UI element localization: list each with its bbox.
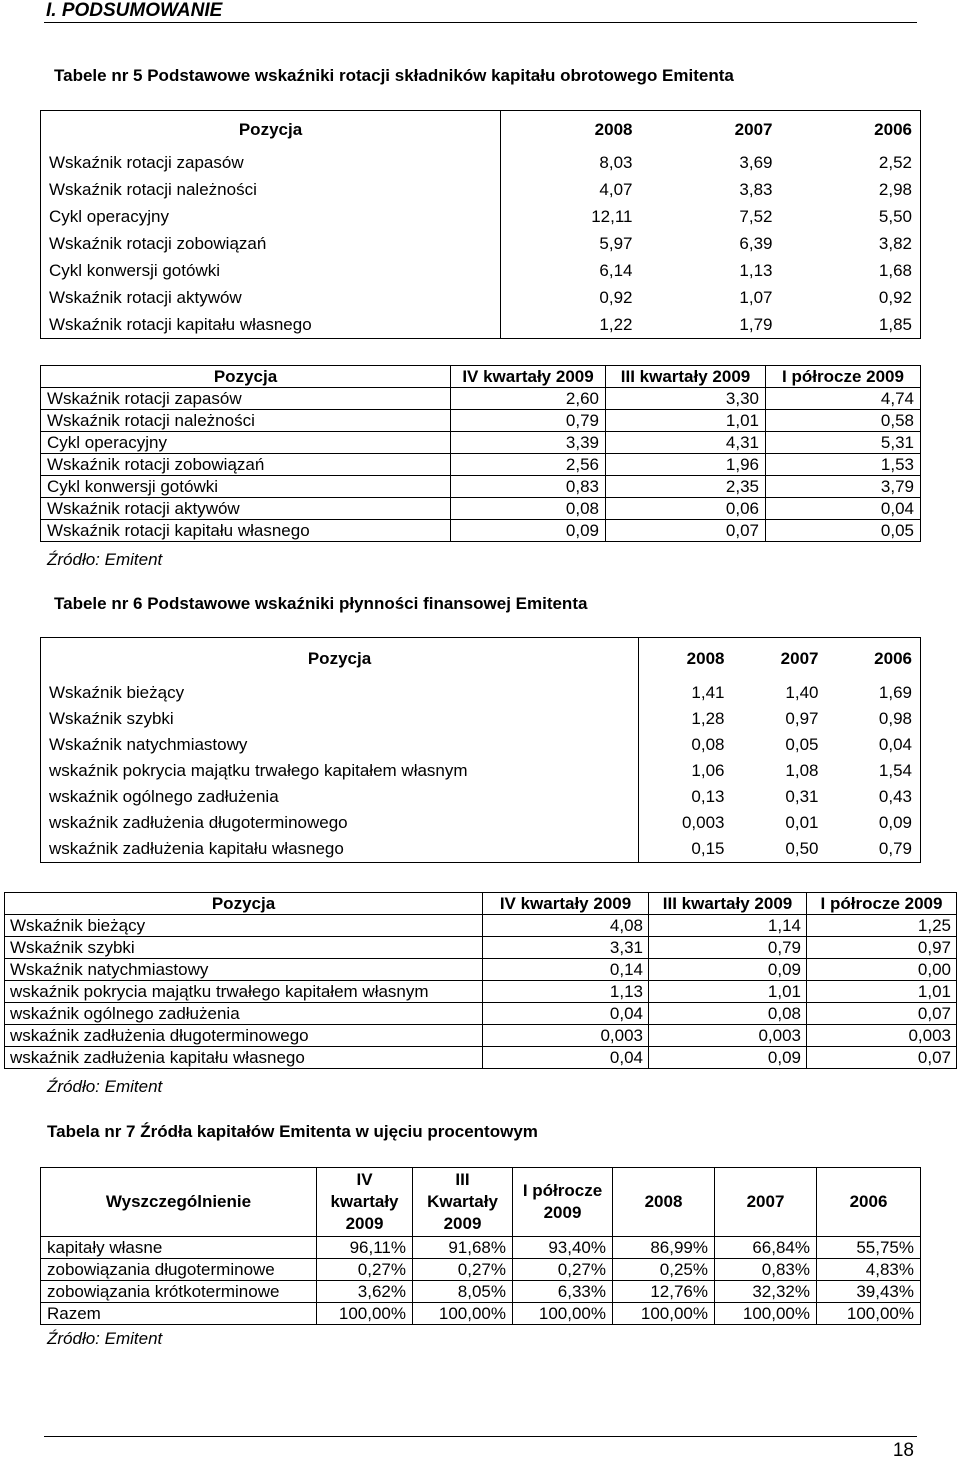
- page-number: 18: [892, 1440, 914, 1461]
- cell: 0,27%: [513, 1259, 613, 1281]
- rotation-table-quarterly: [40, 365, 921, 542]
- cell: 1,85: [878, 314, 912, 334]
- cell: 8,03: [599, 152, 633, 172]
- cell: 1,54: [878, 761, 912, 780]
- cell: 0,08: [451, 498, 606, 520]
- column-header: 2006: [874, 120, 912, 139]
- cell: 1,41: [691, 683, 725, 702]
- cell: 0,09: [649, 1047, 807, 1069]
- row-label: zobowiązania krótkoterminowe: [41, 1281, 317, 1303]
- table-row: [41, 732, 921, 758]
- column-header: IV kwartały 2009: [451, 366, 606, 388]
- table-row: [41, 476, 921, 498]
- cell: 0,06: [606, 498, 766, 520]
- cell: 1,06: [691, 761, 725, 780]
- cell: 2,35: [606, 476, 766, 498]
- cell: 5,97: [599, 233, 633, 253]
- column-header: 2007: [715, 1168, 817, 1237]
- cell: 1,53: [766, 454, 921, 476]
- column-header: 2008: [686, 649, 725, 668]
- cell: 91,68%: [413, 1237, 513, 1259]
- cell: 1,40: [785, 683, 819, 702]
- row-label: wskaźnik zadłużenia kapitału własnego: [5, 1047, 483, 1069]
- table-row: [41, 311, 921, 339]
- cell: 1,28: [691, 709, 725, 728]
- row-label: Wskaźnik bieżący: [41, 680, 639, 706]
- cell: 100,00%: [513, 1303, 613, 1325]
- cell: 1,01: [606, 410, 766, 432]
- cell: 0,13: [691, 787, 725, 806]
- table-row: [41, 1259, 921, 1281]
- cell: 1,69: [878, 683, 912, 702]
- table7-caption: Tabela nr 7 Źródła kapitałów Emitenta w ujęciu procentowym: [47, 1122, 538, 1141]
- cell: 5,31: [766, 432, 921, 454]
- cell: 0,07: [807, 1047, 957, 1069]
- section-title: I. PODSUMOWANIE: [46, 0, 223, 21]
- cell: 0,04: [483, 1003, 649, 1025]
- column-header: III kwartały 2009: [606, 366, 766, 388]
- row-label: Wskaźnik rotacji zapasów: [41, 149, 501, 176]
- cell: 1,68: [878, 260, 912, 280]
- cell: 5,50: [878, 206, 912, 226]
- column-header: 2006: [817, 1168, 921, 1237]
- cell: 86,99%: [613, 1237, 715, 1259]
- cell: 6,39: [739, 233, 773, 253]
- cell: 3,83: [739, 179, 773, 199]
- row-label: wskaźnik pokrycia majątku trwałego kapitałem własnym: [5, 981, 483, 1003]
- column-header: 2006: [874, 649, 912, 668]
- table-row: [41, 758, 921, 784]
- column-header: Pozycja: [41, 366, 451, 388]
- table-row: [5, 1047, 957, 1069]
- cell: 0,58: [766, 410, 921, 432]
- cell: 100,00%: [817, 1303, 921, 1325]
- row-label: wskaźnik ogólnego zadłużenia: [5, 1003, 483, 1025]
- row-label: Wskaźnik bieżący: [5, 915, 483, 937]
- column-header: 2008: [613, 1168, 715, 1237]
- cell: 100,00%: [613, 1303, 715, 1325]
- row-label: Wskaźnik rotacji kapitału własnego: [41, 311, 501, 339]
- row-label: Cykl konwersji gotówki: [41, 476, 451, 498]
- row-label: wskaźnik ogólnego zadłużenia: [41, 784, 639, 810]
- cell: 0,97: [785, 709, 819, 728]
- source-note: Źródło: Emitent: [47, 1077, 163, 1096]
- table-row: [41, 257, 921, 284]
- cell: 93,40%: [513, 1237, 613, 1259]
- row-label: Wskaźnik natychmiastowy: [41, 732, 639, 758]
- row-label: wskaźnik pokrycia majątku trwałego kapitałem własnym: [41, 758, 639, 784]
- liquidity-table-annual: [40, 637, 921, 863]
- row-label: wskaźnik zadłużenia kapitału własnego: [41, 836, 639, 863]
- table-row: [5, 915, 957, 937]
- cell: 3,31: [483, 937, 649, 959]
- cell: 0,09: [451, 520, 606, 542]
- cell: 0,05: [785, 735, 819, 754]
- cell: 12,76%: [613, 1281, 715, 1303]
- column-header: 2007: [780, 649, 819, 668]
- cell: 0,04: [483, 1047, 649, 1069]
- table-row: [41, 149, 921, 176]
- table-row: [41, 203, 921, 230]
- cell: 0,09: [649, 959, 807, 981]
- source-note: Źródło: Emitent: [47, 550, 163, 569]
- cell: 0,09: [878, 813, 912, 832]
- cell: 0,83: [451, 476, 606, 498]
- row-label: Wskaźnik szybki: [5, 937, 483, 959]
- cell: 32,32%: [715, 1281, 817, 1303]
- liquidity-table-quarterly: [4, 892, 957, 1069]
- row-label: Wskaźnik rotacji kapitału własnego: [41, 520, 451, 542]
- cell: 3,79: [766, 476, 921, 498]
- cell: 0,79: [649, 937, 807, 959]
- table5-caption: Tabele nr 5 Podstawowe wskaźniki rotacji składników kapitału obrotowego Emitenta: [54, 66, 734, 85]
- row-label: wskaźnik zadłużenia długoterminowego: [41, 810, 639, 836]
- column-header: Pozycja: [5, 893, 483, 915]
- cell: 0,92: [599, 287, 633, 307]
- table-row: [41, 520, 921, 542]
- cell: 1,14: [649, 915, 807, 937]
- table-header-row: [41, 111, 921, 150]
- table-header-row: [41, 366, 921, 388]
- cell: 1,13: [483, 981, 649, 1003]
- cell: 3,82: [878, 233, 912, 253]
- column-header: I półrocze 2009: [807, 893, 957, 915]
- table-row: [41, 230, 921, 257]
- table-row: [41, 1303, 921, 1325]
- table-row: [5, 959, 957, 981]
- table-row: [41, 454, 921, 476]
- row-label: Wskaźnik rotacji aktywów: [41, 284, 501, 311]
- table-row: [41, 1281, 921, 1303]
- cell: 3,39: [451, 432, 606, 454]
- footer-rule: [44, 1436, 917, 1437]
- cell: 4,74: [766, 388, 921, 410]
- column-header: Pozycja: [41, 111, 501, 150]
- cell: 3,30: [606, 388, 766, 410]
- row-label: zobowiązania długoterminowe: [41, 1259, 317, 1281]
- cell: 0,08: [649, 1003, 807, 1025]
- row-label: Cykl konwersji gotówki: [41, 257, 501, 284]
- table6-caption: Tabele nr 6 Podstawowe wskaźniki płynności finansowej Emitenta: [54, 594, 588, 613]
- table-row: [5, 1025, 957, 1047]
- cell: 0,04: [766, 498, 921, 520]
- cell: 0,00: [807, 959, 957, 981]
- cell: 4,83%: [817, 1259, 921, 1281]
- table-row: [5, 937, 957, 959]
- cell: 100,00%: [317, 1303, 413, 1325]
- cell: 0,14: [483, 959, 649, 981]
- table-row: [41, 810, 921, 836]
- cell: 0,05: [766, 520, 921, 542]
- cell: 0,08: [691, 735, 725, 754]
- table-row: [41, 1237, 921, 1259]
- cell: 0,04: [878, 735, 912, 754]
- cell: 1,13: [739, 260, 773, 280]
- table-row: [5, 981, 957, 1003]
- cell: 1,08: [785, 761, 819, 780]
- cell: 0,003: [483, 1025, 649, 1047]
- cell: 100,00%: [413, 1303, 513, 1325]
- cell: 2,60: [451, 388, 606, 410]
- table-row: [41, 680, 921, 706]
- column-header: Pozycja: [41, 638, 639, 681]
- row-label: Wskaźnik rotacji należności: [41, 410, 451, 432]
- row-label: Wskaźnik rotacji aktywów: [41, 498, 451, 520]
- column-header: III kwartały 2009: [649, 893, 807, 915]
- cell: 4,31: [606, 432, 766, 454]
- row-label: Wskaźnik rotacji zobowiązań: [41, 454, 451, 476]
- capital-sources-table: [40, 1167, 921, 1325]
- column-header: I półrocze 2009: [513, 1168, 613, 1237]
- cell: 0,92: [878, 287, 912, 307]
- cell: 1,96: [606, 454, 766, 476]
- cell: 39,43%: [817, 1281, 921, 1303]
- cell: 0,83%: [715, 1259, 817, 1281]
- cell: 0,79: [451, 410, 606, 432]
- cell: 96,11%: [317, 1237, 413, 1259]
- cell: 6,14: [599, 260, 633, 280]
- cell: 0,27%: [413, 1259, 513, 1281]
- column-header: I półrocze 2009: [766, 366, 921, 388]
- rotation-table-annual: [40, 110, 921, 339]
- row-label: Cykl operacyjny: [41, 203, 501, 230]
- cell: 66,84%: [715, 1237, 817, 1259]
- cell: 0,07: [606, 520, 766, 542]
- column-header: III Kwartały 2009: [413, 1168, 513, 1237]
- cell: 7,52: [739, 206, 773, 226]
- row-label: kapitały własne: [41, 1237, 317, 1259]
- table-header-row: [41, 638, 921, 681]
- cell: 0,25%: [613, 1259, 715, 1281]
- column-header: 2008: [594, 120, 633, 139]
- table-row: [41, 388, 921, 410]
- table-row: [5, 1003, 957, 1025]
- cell: 0,79: [878, 839, 912, 858]
- column-header: IV kwartały 2009: [483, 893, 649, 915]
- table-header-row: [5, 893, 957, 915]
- cell: 2,56: [451, 454, 606, 476]
- column-header: IV kwartały 2009: [317, 1168, 413, 1237]
- row-label: Wskaźnik rotacji należności: [41, 176, 501, 203]
- table-row: [41, 176, 921, 203]
- cell: 2,52: [878, 152, 912, 172]
- column-header: Wyszczególnienie: [41, 1168, 317, 1237]
- table-row: [41, 706, 921, 732]
- cell: 1,01: [649, 981, 807, 1003]
- row-label: Wskaźnik rotacji zobowiązań: [41, 230, 501, 257]
- header-rule: [44, 22, 917, 23]
- cell: 4,07: [599, 179, 633, 199]
- cell: 3,62%: [317, 1281, 413, 1303]
- cell: 2,98: [878, 179, 912, 199]
- cell: 100,00%: [715, 1303, 817, 1325]
- column-header: 2007: [734, 120, 773, 139]
- cell: 0,003: [649, 1025, 807, 1047]
- table-row: [41, 432, 921, 454]
- source-note: Źródło: Emitent: [47, 1329, 163, 1348]
- cell: 0,27%: [317, 1259, 413, 1281]
- table-row: [41, 410, 921, 432]
- cell: 0,15: [691, 839, 725, 858]
- cell: 0,43: [878, 787, 912, 806]
- table-row: [41, 498, 921, 520]
- row-label: Wskaźnik rotacji zapasów: [41, 388, 451, 410]
- cell: 0,07: [807, 1003, 957, 1025]
- cell: 0,003: [807, 1025, 957, 1047]
- cell: 1,25: [807, 915, 957, 937]
- cell: 0,50: [785, 839, 819, 858]
- row-label: Wskaźnik natychmiastowy: [5, 959, 483, 981]
- table-row: [41, 284, 921, 311]
- cell: 0,31: [785, 787, 819, 806]
- cell: 0,003: [681, 813, 725, 832]
- cell: 1,01: [807, 981, 957, 1003]
- cell: 3,69: [739, 152, 773, 172]
- table-row: [41, 836, 921, 863]
- cell: 0,01: [785, 813, 819, 832]
- row-label: Razem: [41, 1303, 317, 1325]
- cell: 0,98: [878, 709, 912, 728]
- cell: 1,07: [739, 287, 773, 307]
- row-label: Cykl operacyjny: [41, 432, 451, 454]
- table-row: [41, 784, 921, 810]
- cell: 12,11: [591, 206, 633, 226]
- cell: 1,22: [599, 314, 633, 334]
- row-label: Wskaźnik szybki: [41, 706, 639, 732]
- cell: 1,79: [739, 314, 773, 334]
- table-header-row: [41, 1168, 921, 1237]
- cell: 8,05%: [413, 1281, 513, 1303]
- cell: 6,33%: [513, 1281, 613, 1303]
- cell: 55,75%: [817, 1237, 921, 1259]
- cell: 0,97: [807, 937, 957, 959]
- row-label: wskaźnik zadłużenia długoterminowego: [5, 1025, 483, 1047]
- cell: 4,08: [483, 915, 649, 937]
